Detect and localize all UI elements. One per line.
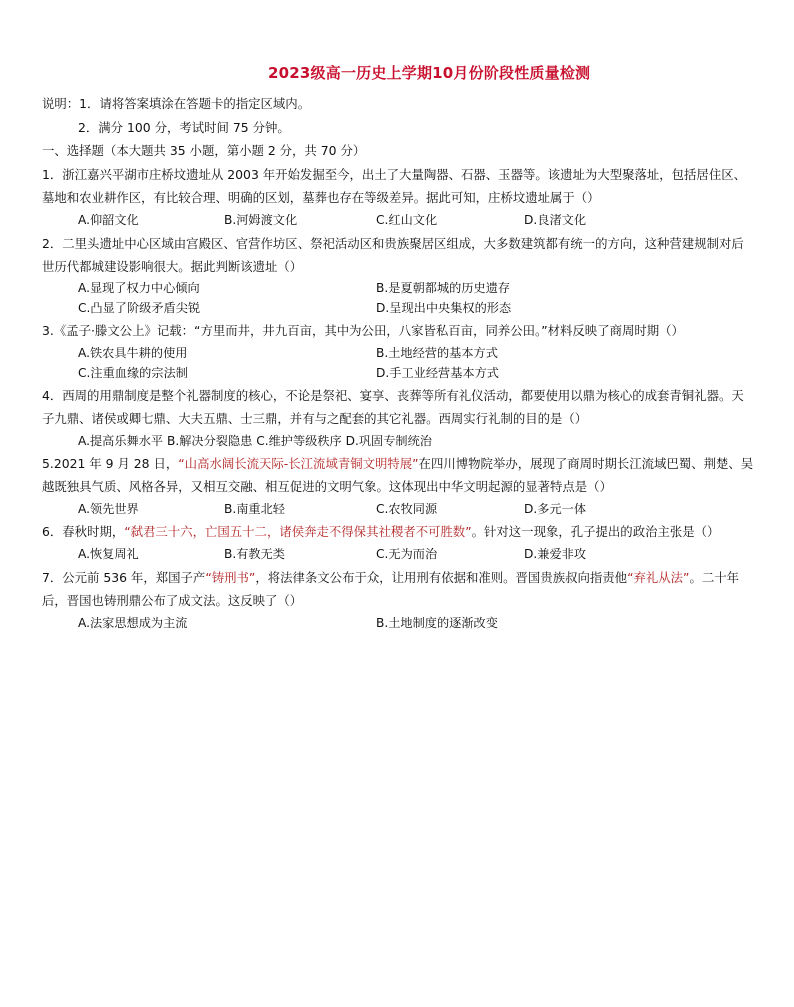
q7-option-a: A.法家思想成为主流 xyxy=(78,616,188,630)
q7-line-2: 后，晋国也铸刑鼎公布了成文法。这反映了（） xyxy=(42,593,303,608)
q5-line-1 xyxy=(42,456,753,472)
q6-text-post: 。针对这一现象，孔子提出的政治主张是（） xyxy=(471,524,720,539)
q2-option-c: C.凸显了阶级矛盾尖锐 xyxy=(78,301,201,315)
q6-text-pre: 6．春秋时期， xyxy=(42,524,125,539)
q3-option-c: C.注重血缘的宗法制 xyxy=(78,366,188,380)
q7-quote-2: “弃礼从法” xyxy=(627,570,690,585)
q3-option-d: D.手工业经营基本方式 xyxy=(376,366,499,380)
q5-option-d: D.多元一体 xyxy=(524,502,587,516)
q2-option-d: D.呈现出中央集权的形态 xyxy=(376,301,512,315)
q7-quote-1: “铸刑书” xyxy=(205,570,256,585)
q4-options: A.提高乐舞水平 B.解决分裂隐患 C.维护等级秩序 D.巩固专制统治 xyxy=(78,434,432,448)
section-heading: 一、选择题（本大题共 35 小题，第小题 2 分，共 70 分） xyxy=(42,143,366,158)
q2-line-1: 2．二里头遗址中心区域由宫殿区、官营作坊区、祭祀活动区和贵族聚居区组成，大多数建筑都有统一的方向，这种营建规制对后 xyxy=(42,236,744,251)
q2-option-b: B.是夏朝都城的历史遗存 xyxy=(376,281,511,295)
q1-option-c: C.红山文化 xyxy=(376,213,438,227)
q6-line-1 xyxy=(42,524,719,540)
page-title: 2023级高一历史上学期10月份阶段性质量检测 xyxy=(268,64,591,82)
note-2: 2．满分 100 分，考试时间 75 分钟。 xyxy=(78,120,290,135)
q6-option-c: C.无为而治 xyxy=(376,547,438,561)
q5-quote: “山高水阔长流天际-长江流域青铜文明特展” xyxy=(178,456,419,471)
q7-option-b: B.土地制度的逐渐改变 xyxy=(376,616,498,630)
q1-line-1: 1．浙江嘉兴平湖市庄桥坟遗址从 2003 年开始发掘至今，出土了大量陶器、石器、玉器等。该遗址为大型聚落址，包括居住区、 xyxy=(42,167,746,182)
q3-option-a: A.铁农具牛耕的使用 xyxy=(78,346,188,360)
q5-text-post: 在四川博物院举办，展现了商周时期长江流域巴蜀、荆楚、吴 xyxy=(418,456,754,471)
q7-text-mid: ，将法律条文公布于众，让用刑有依据和准则。晋国贵族叔向指责他 xyxy=(255,570,628,585)
q7-text-post: 。二十年 xyxy=(689,570,740,585)
q4-line-2: 子九鼎、诸侯或卿七鼎、大夫五鼎、士三鼎，并有与之配套的其它礼器。西周实行礼制的目的是（） xyxy=(42,411,588,426)
q1-option-a: A.仰韶文化 xyxy=(78,213,139,227)
q5-line-2: 越既独具气质、风格各异，又相互交融、相互促进的文明气象。这体现出中华文明起源的显著特点是（） xyxy=(42,479,612,494)
q1-line-2: 墓地和农业耕作区，有比较合理、明确的区划，墓葬也存在等级差异。据此可知，庄桥坟遗址属于（） xyxy=(42,190,600,205)
q4-line-1: 4．西周的用鼎制度是整个礼器制度的核心，不论是祭祀、宴享、丧葬等所有礼仪活动，都要使用以鼎为核心的成套青铜礼器。天 xyxy=(42,388,744,403)
q2-line-2: 世历代都城建设影响很大。据此判断该遗址（） xyxy=(42,259,303,274)
q5-option-a: A.领先世界 xyxy=(78,502,139,516)
q6-option-d: D.兼爱非攻 xyxy=(524,547,587,561)
q6-quote: “弑君三十六，亡国五十二，诸侯奔走不得保其社稷者不可胜数” xyxy=(124,524,472,539)
q3-line-1: 3.《孟子·滕文公上》记载：“方里而井，井九百亩，其中为公田，八家皆私百亩，同养公田。”材料反映了商周时期（） xyxy=(42,323,684,338)
q3-option-b: B.土地经营的基本方式 xyxy=(376,346,498,360)
q6-option-b: B.有教无类 xyxy=(224,547,285,561)
q7-text-pre: 7．公元前 536 年，郑国子产 xyxy=(42,570,206,585)
q6-option-a: A.恢复周礼 xyxy=(78,547,139,561)
note-1: 说明：1．请将答案填涂在答题卡的指定区域内。 xyxy=(42,96,311,111)
q5-option-c: C.农牧同源 xyxy=(376,502,438,516)
q5-option-b: B.南重北轻 xyxy=(224,502,285,516)
q1-option-b: B.河姆渡文化 xyxy=(224,213,298,227)
q5-text-pre: 5.2021 年 9 月 28 日， xyxy=(42,456,179,471)
q2-option-a: A.显现了权力中心倾向 xyxy=(78,281,200,295)
q7-line-1 xyxy=(42,570,739,586)
q1-option-d: D.良渚文化 xyxy=(524,213,587,227)
